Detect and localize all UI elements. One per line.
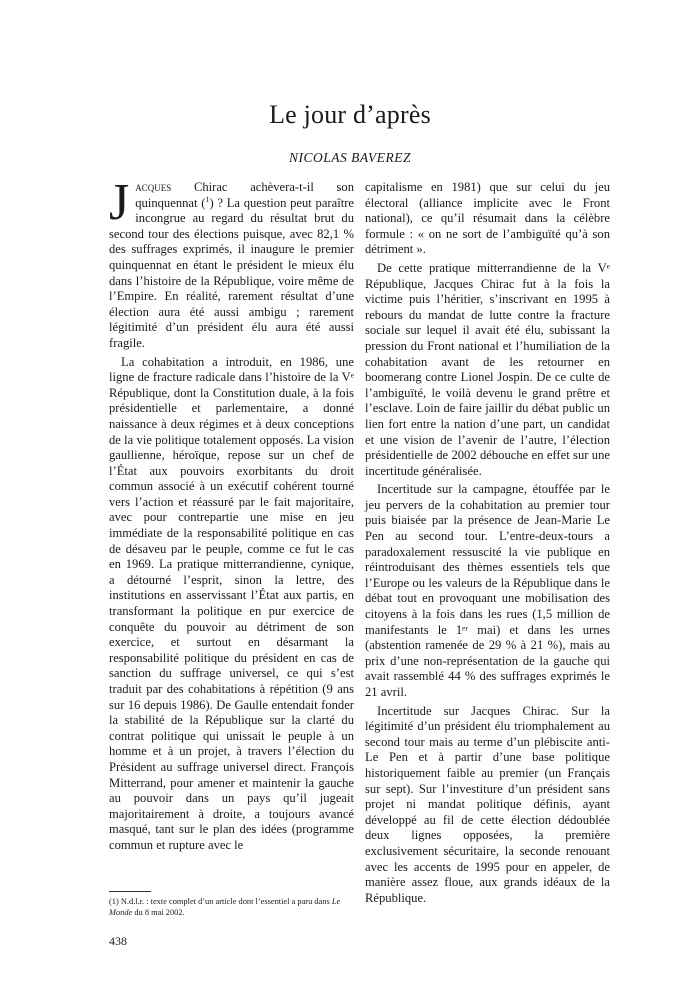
footnote-rule [109, 891, 151, 892]
drop-cap: J [109, 174, 130, 231]
paragraph-2-continued: capitalisme en 1981) que sur celui du jeu électoral (alliance implicite avec le Front national), ce qu’il résumait dans la célèbre formule : « on ne sort de l’ambiguïté qu’à son détriment ». [365, 180, 610, 257]
lead-word: acques [135, 180, 172, 194]
paragraph-5: Incertitude sur Jacques Chirac. Sur la légitimité d’un président élu triomphalement au second tour mais au terme d’un plébiscite anti-Le Pen et à partir d’une base politique historiquement faible au premier (un Français sur sept). Sur l’investiture d’un président sans projet ni mandat politique définis, ayant développé au fil de cette élection dédoublée deux lignes opposées, la première exclusivement sécuritaire, la seconde renouant avec les accents de 1995 pour en appeler, de manière assez floue, aux grands idéaux de la République. [365, 703, 610, 905]
paragraph-1-text-b: ) ? La question peut paraître incongrue au regard du résultat brut du second tour des élections puisque, avec 82,1 % des suffrages exprimés, il inaugure le premier quinquennat en étant le président le mieux élu dans l’histoire de la République, voire même de l’Empire. En réalité, rarement résultat d’une élection aura été aussi ambigu ; rarement légitimité d’un président élu aura été aussi fragile. [109, 195, 354, 350]
paragraph-1 [109, 174, 354, 352]
footnote-text-a: N.d.l.r. : texte complet d’un article dont l’essentiel a paru dans [118, 897, 332, 906]
footnote-marker: (1) [109, 897, 119, 906]
left-column [109, 174, 354, 857]
right-column [365, 180, 610, 909]
paragraph-1-text-a: Chirac achèvera-t-il son quinquennat ( [135, 180, 354, 210]
footnote-reference[interactable]: 1 [205, 194, 210, 204]
footnote-source: Le Monde [109, 897, 341, 917]
footnote [109, 897, 359, 918]
footnote-text-b: du 8 mai 2002. [132, 907, 185, 917]
page-number: 438 [109, 934, 127, 948]
paragraph-3: De cette pratique mitterrandienne de la Vᵉ République, Jacques Chirac fut à la fois la victime puis l’héritier, s’inscrivant en 1995 à rebours du mandat de lutte contre la fracture sociale sur lequel il avait été élu, subissant la pression du Front national et l’humiliation de la cohabitation avant de les retourner en boomerang contre Lionel Jospin. De ce culte de l’ambiguïté, le voilà devenu le grand prêtre et l’esclave. Loin de faire jaillir du débat public un lien fort entre la nation d’une part, un candidat et une vision de l’avenir de l’autre, l’élection présidentielle de 2002 débouche en effet sur une incertitude généralisée. [365, 260, 610, 478]
paragraph-4: Incertitude sur la campagne, étouffée par le jeu pervers de la cohabitation au premier tour puis biaisée par la présence de Jean-Marie Le Pen au second tour. L’entre-deux-tours a paradoxalement ressuscité la vie publique en réintroduisant des thèmes essentiels tels que l’Europe ou les valeurs de la République dans le débat tout en provoquant une mobilisation des citoyens à la fois dans les rues (1,5 million de manifestants le 1ᵉʳ mai) et dans les urnes (abstention ramenée de 29 % à 21 %), mais au prix d’une non-représentation de la gauche qui avait rassemblé 44 % des suffrages exprimés le 21 avril. [365, 482, 610, 699]
article-author: NICOLAS BAVEREZ [289, 150, 411, 165]
paragraph-2: La cohabitation a introduit, en 1986, une ligne de fracture radicale dans l’histoire de la Vᵉ République, dont la Constitution duale, à la fois présidentielle et parlementaire, a donné naissance à deux régimes et à deux conceptions de la vie politique totalement opposés. La vision gaullienne, héroïque, repose sur un chef de l’État aux pouvoirs exorbitants du droit commun associé à un exécutif cohérent tourné vers l’action et réassuré par le fait majoritaire, avec pour contrepartie une mise en jeu immédiate de la responsabilité politique en cas de désaveu par le peuple, comme ce fut le cas en 1969. La pratique mitterrandienne, cynique, a détourné l’esprit, sinon la lettre, des institutions en asservissant l’État aux partis, en transformant la politique en pur exercice de conquête du pouvoir au détriment de son exercice, et surtout en désarmant la responsabilité politique du président en cas de sanction du suffrage universel, ce qui s’est traduit par des cohabitations à répétition (9 ans sur 16 depuis 1986). De Gaulle entendait fonder la stabilité de la République sur la clarté du contrat politique qui unissait le peuple à un homme et à un projet, à travers l’élection du Président au suffrage universel direct. François Mitterrand, pour amener et maintenir la gauche au pouvoir dans un pays qu’il jugeait majoritairement à droite, a toujours avancé masqué, tant sur le plan des idées (programme commun et rupture avec le [109, 354, 354, 852]
article-title: Le jour d’après [269, 100, 431, 129]
